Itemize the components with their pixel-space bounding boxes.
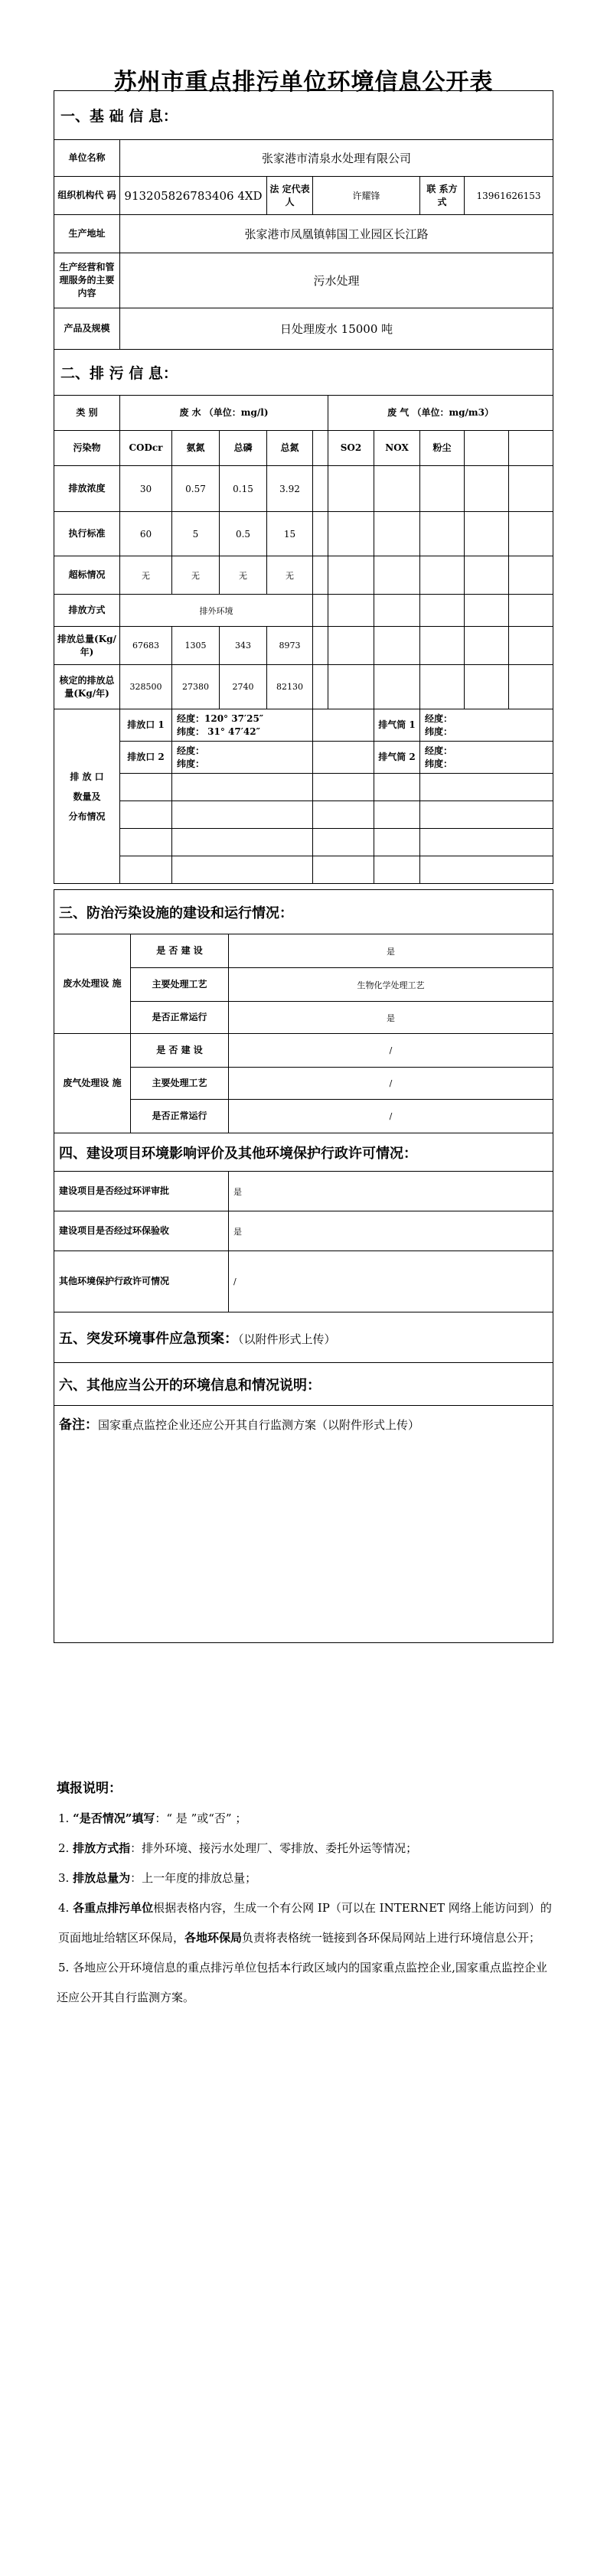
address-label: 生产地址 [54, 215, 120, 253]
other-permit-value: / [229, 1251, 553, 1312]
note-text: ：排外环境、接污水处理厂、零排放、委托外运等情况； [130, 1841, 418, 1855]
facilities-and-permits-table [54, 889, 553, 1643]
note-number: 2. [58, 1841, 70, 1855]
col-header: SO2 [328, 431, 374, 466]
note-number: 4. [58, 1901, 70, 1915]
empty-cell [313, 431, 328, 466]
note-bold: 排放总量为 [73, 1871, 131, 1885]
section-discharge-info: 二、排 污 信 息： [54, 350, 553, 396]
empty-cell [509, 431, 553, 466]
other-permit-label: 其他环境保护行政许可情况 [54, 1251, 229, 1312]
col-header: NOX [374, 431, 420, 466]
data-cell: 2740 [220, 665, 267, 709]
business-label: 生产经营和管理服务的主要内容 [54, 253, 120, 308]
basic-and-discharge-table [54, 90, 553, 884]
acceptance-value: 是 [229, 1211, 553, 1251]
process-label: 主要处理工艺 [131, 1068, 229, 1100]
empty-cell [465, 431, 509, 466]
gas1-lon: 经度： [425, 712, 453, 724]
note-number: 1. [58, 1811, 70, 1825]
page-title: 苏州市重点排污单位环境信息公开表 [113, 69, 494, 96]
row-label: 排放浓度 [54, 466, 120, 512]
gas2-name: 排气筒 2 [374, 742, 420, 774]
data-cell: 无 [220, 556, 267, 595]
note-number: 3. [58, 1871, 70, 1885]
outlet-label-line: 排 放 口 [70, 771, 104, 782]
business-value: 污水处理 [120, 253, 553, 308]
data-cell: 30 [120, 466, 172, 512]
outlet1-lat: 纬度： 31° 47′42″ [177, 726, 260, 737]
eia-value: 是 [229, 1172, 553, 1211]
gas-built-value: / [229, 1034, 553, 1068]
outlet2-lat: 纬度： [177, 758, 205, 769]
water-process-value: 生物化学处理工艺 [229, 968, 553, 1002]
address-value: 张家港市凤凰镇韩国工业园区长江路 [120, 215, 553, 253]
built-label: 是 否 建 设 [131, 1034, 229, 1068]
col-header: CODcr [120, 431, 172, 466]
water-facility-label: 废水处理设 施 [54, 934, 131, 1034]
gas1-coords [420, 709, 553, 742]
outlet-label [54, 709, 120, 884]
data-cell: 无 [172, 556, 220, 595]
data-cell: 67683 [120, 627, 172, 665]
unit-name-value: 张家港市清泉水处理有限公司 [120, 140, 553, 177]
notes-heading: 填报说明： [57, 1781, 122, 1796]
row-label: 执行标准 [54, 512, 120, 556]
water-built-value: 是 [229, 934, 553, 968]
outlet1-name: 排放口 1 [120, 709, 172, 742]
pollutant-label: 污染物 [54, 431, 120, 466]
acceptance-label: 建设项目是否经过环保验收 [54, 1211, 229, 1251]
method-value: 排外环境 [120, 595, 313, 627]
built-label: 是 否 建 设 [131, 934, 229, 968]
note-item [57, 1834, 554, 1864]
data-cell: 0.57 [172, 466, 220, 512]
data-cell: 60 [120, 512, 172, 556]
remark-label: 备注： [59, 1417, 98, 1433]
gas-facility-label: 废气处理设 施 [54, 1034, 131, 1133]
running-label: 是否正常运行 [131, 1002, 229, 1034]
section-eia: 四、建设项目环境影响评价及其他环境保护行政许可情况： [54, 1133, 553, 1172]
running-label: 是否正常运行 [131, 1100, 229, 1133]
gas1-name: 排气筒 1 [374, 709, 420, 742]
remark-text: 国家重点监控企业还应公开其自行监测方案（以附件形式上传） [98, 1418, 420, 1432]
section-basic-info: 一、基 础 信 息： [54, 91, 553, 140]
eia-label: 建设项目是否经过环评审批 [54, 1172, 229, 1211]
note-bold: 各重点排污单位 [73, 1901, 154, 1915]
col-header: 总磷 [220, 431, 267, 466]
note-bold: 排放方式指 [73, 1841, 131, 1855]
col-header: 氨氮 [172, 431, 220, 466]
data-cell: 15 [267, 512, 313, 556]
col-header: 粉尘 [420, 431, 465, 466]
outlet2-lon: 经度： [177, 745, 205, 756]
note-item: 5. 各地应公开环境信息的重点排污单位包括本行政区域内的国家重点监控企业,国家重点监控企业还应公开其自行监测方案。 [57, 1961, 547, 2004]
approved-label: 核定的排放总量(Kg/年) [54, 665, 120, 709]
data-cell: 343 [220, 627, 267, 665]
process-label: 主要处理工艺 [131, 968, 229, 1002]
data-cell: 8973 [267, 627, 313, 665]
note-item [57, 1804, 554, 1834]
note-text: 负责将表格统一链接到各环保局网站上进行环境信息公开； [242, 1931, 541, 1945]
data-cell: 无 [267, 556, 313, 595]
contact-label: 联 系方 式 [420, 177, 465, 215]
outlet-label-line: 数量及 [73, 791, 101, 802]
note-bold: 各地环保局 [184, 1931, 243, 1945]
filling-notes [57, 1774, 554, 2013]
data-cell: 27380 [172, 665, 220, 709]
remark-cell [54, 1406, 553, 1643]
section-emergency [54, 1312, 553, 1363]
method-label: 排放方式 [54, 595, 120, 627]
water-running-value: 是 [229, 1002, 553, 1034]
water-group-header: 废 水 （单位：mg/l) [120, 396, 328, 431]
legal-rep-label: 法 定代表人 [267, 177, 313, 215]
data-cell: 0.5 [220, 512, 267, 556]
data-cell: 无 [120, 556, 172, 595]
note-text: 根据表格内容，生成一个有公网 IP（可以在 INTERNET 网络上能访问到）的页面地址给辖区环保局， [58, 1901, 552, 1945]
note-text: ：“ 是 ”或“否” ； [155, 1811, 247, 1825]
gas-group-header: 废 气 （单位：mg/m3） [328, 396, 553, 431]
outlet2-name: 排放口 2 [120, 742, 172, 774]
note-item [57, 1864, 554, 1893]
gas2-lat: 纬度： [425, 758, 453, 769]
col-header: 总氮 [267, 431, 313, 466]
outlet2-coords [172, 742, 313, 774]
data-cell: 1305 [172, 627, 220, 665]
gas2-lon: 经度： [425, 745, 453, 756]
org-code-value: 913205826783406 4XD [120, 177, 267, 215]
note-text: ：上一年度的排放总量； [130, 1871, 257, 1885]
note-bold: “是否情况”填写 [73, 1811, 155, 1825]
legal-rep-value: 许耀锋 [313, 177, 420, 215]
data-cell: 5 [172, 512, 220, 556]
product-label: 产品及规模 [54, 308, 120, 350]
gas-running-value: / [229, 1100, 553, 1133]
note-item [57, 1893, 554, 1953]
data-cell: 3.92 [267, 466, 313, 512]
contact-value: 13961626153 [465, 177, 553, 215]
product-value: 日处理废水 15000 吨 [120, 308, 553, 350]
row-label: 超标情况 [54, 556, 120, 595]
unit-name-label: 单位名称 [54, 140, 120, 177]
data-cell: 328500 [120, 665, 172, 709]
section-other-info: 六、其他应当公开的环境信息和情况说明： [54, 1363, 553, 1406]
data-cell: 82130 [267, 665, 313, 709]
data-cell: 0.15 [220, 466, 267, 512]
outlet1-coords [172, 709, 313, 742]
outlet1-lon: 经度：120° 37′25″ [177, 712, 264, 724]
category-label: 类 别 [54, 396, 120, 431]
gas2-coords [420, 742, 553, 774]
org-code-label: 组织机构代 码 [54, 177, 120, 215]
gas1-lat: 纬度： [425, 726, 453, 737]
total-label: 排放总量(Kg/年) [54, 627, 120, 665]
section-facilities: 三、防治污染设施的建设和运行情况： [54, 890, 553, 934]
emergency-note: （以附件形式上传） [238, 1332, 336, 1346]
emergency-title: 五、突发环境事件应急预案： [59, 1330, 238, 1347]
outlet-label-line: 分布情况 [68, 810, 106, 822]
gas-process-value: / [229, 1068, 553, 1100]
